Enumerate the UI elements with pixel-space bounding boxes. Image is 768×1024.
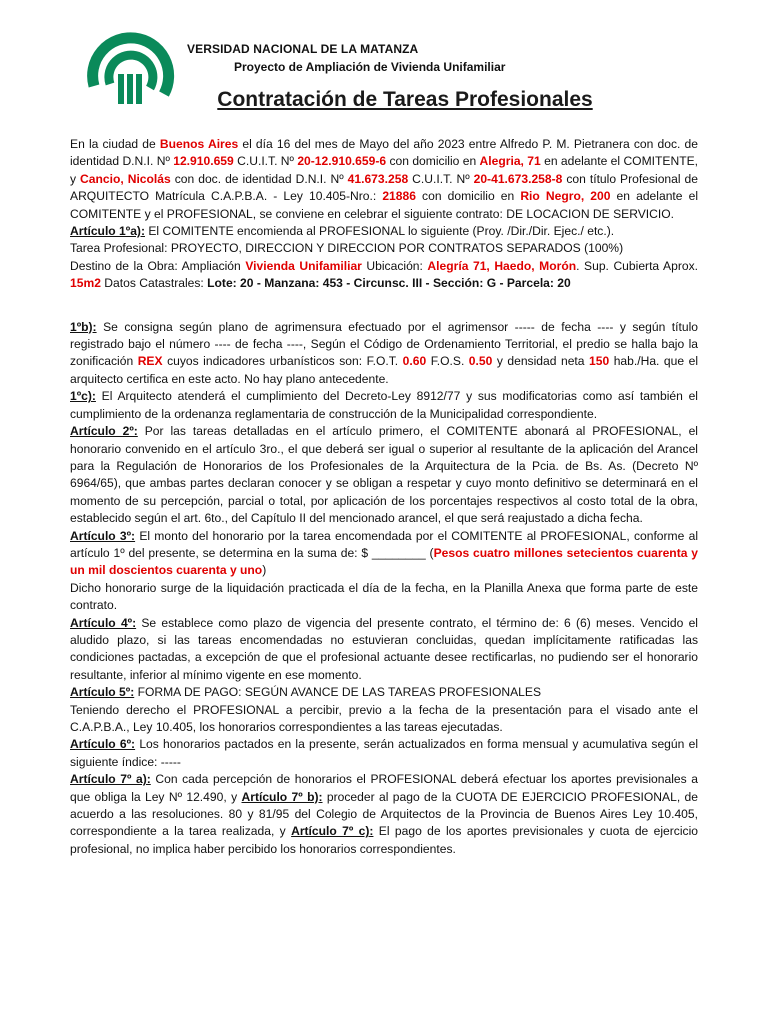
article-1b: 1ºb): Se consigna según plano de agrimensura efectuado por el agrimensor ----- de fecha ---- y según título registrado bajo el número ---- de fecha ----, Según el Código de Ordenamiento Territorial, el predio se halla bajo la zonificación REX cuyos indicadores urbanísticos son: F.O.T. 0.60 F.O.S. 0.50 y densidad neta 150 hab./Ha. que el arquitecto certifica en este acto. No hay plano antecedente.	[70, 319, 699, 386]
address-comitente: Alegria, 71	[479, 154, 541, 169]
article-3-label: Artículo 3º:	[70, 528, 136, 543]
project-name: Proyecto de Ampliación de Vivienda Unifamiliar	[234, 60, 506, 74]
article-7a-label: Artículo 7º a):	[70, 772, 151, 787]
honorario-monto: Pesos cuatro millones setecientos cuarenta y un mil doscientos cuarenta y uno	[70, 545, 698, 578]
article-7: Artículo 7º a): Con cada percepción de honorarios el PROFESIONAL deberá efectuar los aportes previsionales a que obliga la Ley Nº 12.490, y Artículo 7º b): proceder al pago de la CUOTA DE EJERCICIO PROFESIONAL, de acuerdo a las resoluciones. 80 y 81/95 del Colegio de Arquitectos de la Provincia de Buenos Aires Ley 10.405, correspondiente a la tarea realizada, y Artículo 7º c): El pago de los aportes previsionales y cuota de ejercicio profesional, no implica haber percibido los honorarios correspondientes.	[70, 772, 699, 856]
article-5-label: Artículo 5º:	[70, 685, 135, 700]
dni-profesional: 41.673.258	[347, 171, 409, 186]
matricula: 21886	[382, 189, 416, 204]
contract-body	[70, 136, 698, 858]
article-1c-label: 1ºc):	[70, 389, 96, 404]
article-3: Artículo 3º: El monto del honorario por la tarea encomendada por el COMITENTE al PROFESIONAL, conforme al artículo 1º del presente, se determina en la suma de: $ ________ (Pesos cuatro millones setecientos cuarenta y un mil doscientos cuarenta y uno)	[70, 528, 699, 578]
article-6: Artículo 6º: Los honorarios pactados en la presente, serán actualizados en forma mensual y acumulativa según el siguiente índice: -----	[70, 737, 699, 769]
article-3-note: Dicho honorario surge de la liquidación practicada el día de la fecha, en la Planilla Anexa que forma parte de este contrato.	[70, 580, 698, 613]
article-6-label: Artículo 6º:	[70, 737, 136, 752]
article-2: Artículo 2º: Por las tareas detalladas en el artículo primero, el COMITENTE abonará al PROFESIONAL, el honorario convenido en el artículo 3ro., el que deberá ser igual o superior al resultante de la aplicación del Arancel para la Regulación de Honorarios de los Profesionales de la Arquitectura de la Pcia. de Bs. As. (Decreto Nº 6964/65), que ambas partes declaran conocer y se obligan a respetar y cuyo monto definitivo se determinará en el momento de su percepción, parcial o total, por aplicación de los porcentajes respectivos al costo total de la obra, establecido según el art. 6to., del Capítulo II del mencionado arancel, el que será reajustado a dicha fecha.	[70, 424, 698, 526]
article-4-label: Artículo 4º:	[70, 615, 137, 630]
article-5: Artículo 5º: FORMA DE PAGO: SEGÚN AVANCE DE LAS TAREAS PROFESIONALES	[70, 685, 542, 700]
article-4: Artículo 4º: Se establece como plazo de vigencia del presente contrato, el término de: 6 (6) meses. Vencido el aludido plazo, si las tareas encomendadas no estuvieran concluidas, quedan implícitamente ratificadas las condiciones pactadas, a excepción de que el profesional actuante desee rectificarlas, no pudiendo ser el honorario resultante, inferior al mínimo vigente en ese momento.	[70, 615, 698, 682]
professional-name: Cancio, Nicolás	[80, 171, 171, 186]
article-1b-label: 1ºb):	[70, 319, 97, 334]
address-profesional: Rio Negro, 200	[520, 189, 611, 204]
city: Buenos Aires	[159, 137, 239, 151]
university-name: VERSIDAD NACIONAL DE LA MATANZA	[187, 42, 419, 56]
tarea-profesional: Tarea Profesional: PROYECTO, DIRECCION Y DIRECCION POR CONTRATOS SEPARADOS (100%)	[70, 241, 624, 256]
article-1a: Artículo 1ºa): El COMITENTE encomienda al PROFESIONAL lo siguiente (Proy. /Dir./Dir. Ejec./ etc.).	[70, 224, 615, 239]
intro-paragraph: En la ciudad de Buenos Aires el día 16 del mes de Mayo del año 2023 entre Alfredo P. M. Pietranera con doc. de identidad D.N.I. Nº 12.910.659 C.U.I.T. Nº 20-12.910.659-6 con domicilio en Alegria, 71 en adelante el COMITENTE, y Cancio, Nicolás con doc. de identidad D.N.I. Nº 41.673.258 C.U.I.T. Nº 20-41.673.258-8 con título Profesional de ARQUITECTO Matrícula C.A.P.B.A. - Ley 10.405-Nro.: 21886 con domicilio en Rio Negro, 200 en adelante el COMITENTE y el PROFESIONAL, se conviene en celebrar el siguiente contrato: DE LOCACION DE SERVICIO.	[70, 137, 699, 221]
cuit-profesional: 20-41.673.258-8	[473, 171, 563, 186]
article-7b-label: Artículo 7º b):	[241, 789, 323, 804]
article-1c: 1ºc): El Arquitecto atenderá el cumplimiento del Decreto-Ley 8912/77 y sus modificatorias como así también el cumplimiento de la ordenanza reglamentaria de construcción de la Municipalidad correspondiente.	[70, 389, 698, 421]
article-2-label: Artículo 2º:	[70, 424, 138, 439]
dni-comitente: 12.910.659	[173, 154, 234, 169]
destino-obra: Destino de la Obra: Ampliación Vivienda Unifamiliar Ubicación: Alegría 71, Haedo, Morón. Sup. Cubierta Aprox. 15m2 Datos Catastrales: Lote: 20 - Manzana: 453 - Circunsc. III - Sección: G - Parcela: 20	[70, 258, 698, 291]
cuit-comitente: 20-12.910.659-6	[297, 154, 387, 169]
article-7c-label: Artículo 7º c):	[291, 824, 374, 839]
document-title: Contratación de Tareas Profesionales	[217, 88, 593, 111]
article-5-detail: Teniendo derecho el PROFESIONAL a percibir, previo a la fecha de la presentación para el visado ante el C.A.P.B.A., Ley 10.405, los honorarios correspondientes a las tareas ejecutadas.	[70, 702, 698, 734]
article-1a-label: Artículo 1ºa):	[70, 224, 145, 239]
